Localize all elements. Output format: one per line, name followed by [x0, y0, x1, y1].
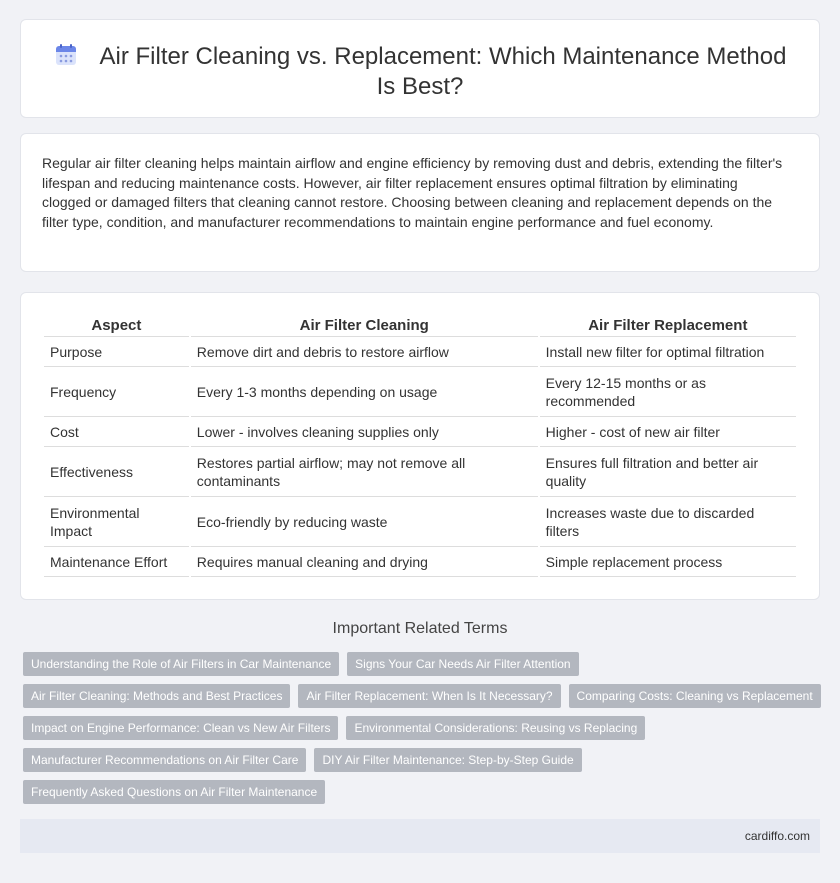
page-title [21, 42, 819, 102]
table-row [44, 417, 796, 447]
related-term-tag[interactable]: Manufacturer Recommendations on Air Filter Care [23, 748, 306, 772]
table-row [44, 497, 796, 547]
cell-cleaning: Lower - involves cleaning supplies only [191, 417, 538, 447]
footer [20, 819, 820, 853]
cell-aspect: Cost [44, 417, 189, 447]
related-term-tag[interactable]: DIY Air Filter Maintenance: Step-by-Step Guide [314, 748, 581, 772]
cell-replacement: Ensures full filtration and better air quality [540, 447, 796, 497]
cell-aspect: Effectiveness [44, 447, 189, 497]
footer-site[interactable]: cardiffo.com [744, 829, 810, 843]
comparison-card [20, 292, 820, 600]
intro-paragraph: Regular air filter cleaning helps maintain airflow and engine efficiency by removing dust and debris, extending the filter's lifespan and reducing maintenance costs. However, air filter replacement ensures optimal filtration by eliminating clogged or damaged filters that cleaning cannot restore. Choosing between cleaning and replacement depends on the filter type, condition, and manufacturer recommendations to maintain engine performance and fuel economy. [42, 155, 783, 230]
cell-replacement: Every 12-15 months or as recommended [540, 367, 796, 417]
cell-aspect: Frequency [44, 367, 189, 417]
related-terms-title: Important Related Terms [332, 620, 508, 637]
header-replacement: Air Filter Replacement [540, 315, 796, 337]
related-term-tag[interactable]: Air Filter Cleaning: Methods and Best Practices [23, 684, 290, 708]
related-term-tag[interactable]: Impact on Engine Performance: Clean vs New Air Filters [23, 716, 338, 740]
intro-card [20, 133, 820, 272]
cell-cleaning: Eco-friendly by reducing waste [191, 497, 538, 547]
comparison-table [42, 315, 798, 577]
cell-aspect: Maintenance Effort [44, 547, 189, 577]
page-title-text: Air Filter Cleaning vs. Replacement: Which Maintenance Method Is Best? [99, 43, 787, 100]
header-aspect: Aspect [44, 315, 189, 337]
table-row [44, 367, 796, 417]
cell-replacement: Simple replacement process [540, 547, 796, 577]
cell-cleaning: Remove dirt and debris to restore airflow [191, 337, 538, 367]
table-header-row [44, 315, 796, 337]
related-term-tag[interactable]: Environmental Considerations: Reusing vs Replacing [346, 716, 645, 740]
related-term-tag[interactable]: Signs Your Car Needs Air Filter Attention [347, 652, 578, 676]
table-row [44, 447, 796, 497]
table-row [44, 337, 796, 367]
header-cleaning: Air Filter Cleaning [191, 315, 538, 337]
header-card [20, 19, 820, 118]
calendar-icon [54, 43, 78, 67]
cell-cleaning: Requires manual cleaning and drying [191, 547, 538, 577]
table-row [44, 547, 796, 577]
cell-replacement: Higher - cost of new air filter [540, 417, 796, 447]
cell-aspect: Purpose [44, 337, 189, 367]
cell-replacement: Increases waste due to discarded filters [540, 497, 796, 547]
cell-cleaning: Every 1-3 months depending on usage [191, 367, 538, 417]
cell-replacement: Install new filter for optimal filtration [540, 337, 796, 367]
cell-cleaning: Restores partial airflow; may not remove all contaminants [191, 447, 538, 497]
related-terms-list [23, 652, 823, 804]
related-term-tag[interactable]: Air Filter Replacement: When Is It Necessary? [298, 684, 560, 708]
related-term-tag[interactable]: Understanding the Role of Air Filters in Car Maintenance [23, 652, 339, 676]
related-term-tag[interactable]: Comparing Costs: Cleaning vs Replacement [569, 684, 821, 708]
related-term-tag[interactable]: Frequently Asked Questions on Air Filter Maintenance [23, 780, 325, 804]
cell-aspect: Environmental Impact [44, 497, 189, 547]
